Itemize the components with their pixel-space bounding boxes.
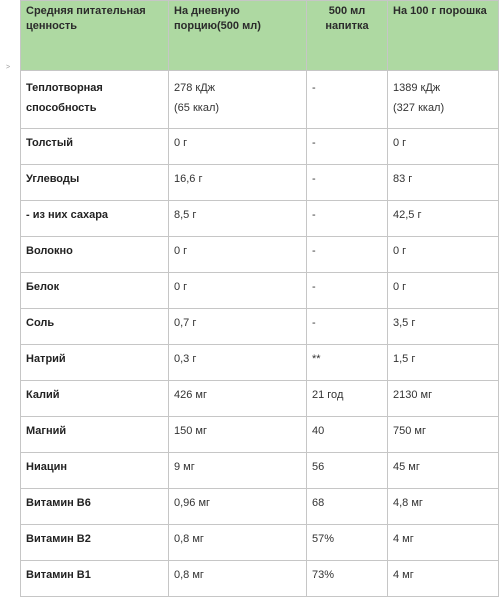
table-row: [21, 345, 499, 381]
nutrient-name: [21, 561, 169, 597]
powder-100g-value: [388, 237, 499, 273]
powder-100g-value: [388, 525, 499, 561]
daily-portion-value: [169, 561, 307, 597]
powder-100g-value-text: 3,5 г: [393, 317, 416, 329]
table-row: [21, 201, 499, 237]
nutrient-name: [21, 237, 169, 273]
header-row: [21, 1, 499, 71]
daily-portion-value: [169, 453, 307, 489]
daily-portion-value-text: 0 г: [174, 245, 188, 257]
powder-100g-value-text: (327 ккал): [393, 102, 445, 114]
table-row: [21, 237, 499, 273]
powder-100g-value: [388, 561, 499, 597]
nutrient-name-text: Витамин B2: [26, 533, 91, 545]
table-row: [21, 273, 499, 309]
daily-portion-value: [169, 489, 307, 525]
nutrient-name-text: Ниацин: [26, 461, 67, 473]
header-500ml-drink: 500 мл напитка: [307, 1, 388, 71]
nutrient-name-text: Витамин B1: [26, 569, 91, 581]
nutrition-table: [20, 0, 499, 597]
drink-500ml-value: [307, 71, 388, 129]
header-nutritional-value: Средняя питательная ценность: [21, 1, 169, 71]
drink-500ml-value-text: -: [312, 82, 316, 94]
powder-100g-value-text: 4 мг: [393, 569, 414, 581]
table-row: [21, 129, 499, 165]
table-row: [21, 489, 499, 525]
daily-portion-value-text: 278 кДж: [174, 82, 216, 94]
powder-100g-value: [388, 417, 499, 453]
nutrient-name-text: Калий: [26, 389, 60, 401]
daily-portion-value: [169, 201, 307, 237]
nutrient-name: [21, 129, 169, 165]
table-row: [21, 453, 499, 489]
table-row: [21, 525, 499, 561]
drink-500ml-value-text: -: [312, 173, 316, 185]
drink-500ml-value-text: -: [312, 137, 316, 149]
daily-portion-value: [169, 417, 307, 453]
daily-portion-value: [169, 71, 307, 129]
drink-500ml-value: [307, 381, 388, 417]
powder-100g-value: [388, 165, 499, 201]
daily-portion-value-text: 0,7 г: [174, 317, 197, 329]
daily-portion-value-text: 16,6 г: [174, 173, 203, 185]
header-daily-portion: На дневную порцию(500 мл): [169, 1, 307, 71]
nutrient-name: [21, 165, 169, 201]
nutrient-name: [21, 489, 169, 525]
drink-500ml-value-text: **: [312, 353, 321, 365]
nutrient-name-text: Натрий: [26, 353, 66, 365]
header-100g-powder: На 100 г порошка: [388, 1, 499, 71]
nutrient-name-text: Витамин B6: [26, 497, 91, 509]
drink-500ml-value-text: 40: [312, 425, 325, 437]
table-row: [21, 71, 499, 129]
powder-100g-value-text: 0 г: [393, 137, 407, 149]
daily-portion-value-text: 0,3 г: [174, 353, 197, 365]
drink-500ml-value-text: 21 год: [312, 389, 344, 401]
drink-500ml-value: [307, 489, 388, 525]
drink-500ml-value-text: -: [312, 317, 316, 329]
nutrient-name-text: - из них сахара: [26, 209, 109, 221]
daily-portion-value-text: (65 ккал): [174, 102, 220, 114]
powder-100g-value-text: 45 мг: [393, 461, 420, 473]
daily-portion-value-text: 426 мг: [174, 389, 207, 401]
table-row: [21, 381, 499, 417]
table-row: [21, 165, 499, 201]
table-header: [21, 1, 499, 71]
drink-500ml-value-text: -: [312, 281, 316, 293]
daily-portion-value-text: 0,8 мг: [174, 569, 204, 581]
drink-500ml-value: [307, 165, 388, 201]
drink-500ml-value: [307, 237, 388, 273]
drink-500ml-value-text: 73%: [312, 569, 335, 581]
powder-100g-value: [388, 129, 499, 165]
daily-portion-value: [169, 273, 307, 309]
nutrient-name-text: Теплотворная способность: [26, 82, 103, 114]
powder-100g-value: [388, 273, 499, 309]
nutrient-name: [21, 345, 169, 381]
nutrient-name: [21, 71, 169, 129]
daily-portion-value-text: 8,5 г: [174, 209, 197, 221]
powder-100g-value: [388, 309, 499, 345]
powder-100g-value: [388, 381, 499, 417]
powder-100g-value: [388, 201, 499, 237]
powder-100g-value-text: 4 мг: [393, 533, 414, 545]
daily-portion-value-text: 150 мг: [174, 425, 207, 437]
drink-500ml-value: [307, 453, 388, 489]
daily-portion-value-text: 0 г: [174, 137, 188, 149]
drink-500ml-value: [307, 129, 388, 165]
powder-100g-value: [388, 453, 499, 489]
daily-portion-value: [169, 309, 307, 345]
powder-100g-value-text: 0 г: [393, 245, 407, 257]
drink-500ml-value: [307, 561, 388, 597]
drink-500ml-value-text: 57%: [312, 533, 335, 545]
powder-100g-value: [388, 345, 499, 381]
drink-500ml-value-text: 56: [312, 461, 325, 473]
powder-100g-value-text: 1,5 г: [393, 353, 416, 365]
nutrient-name-text: Толстый: [26, 137, 73, 149]
daily-portion-value: [169, 165, 307, 201]
powder-100g-value: [388, 71, 499, 129]
nutrient-name: [21, 381, 169, 417]
nutrient-name: [21, 309, 169, 345]
drink-500ml-value: [307, 273, 388, 309]
powder-100g-value-text: 1389 кДж: [393, 82, 441, 94]
nutrient-name-text: Соль: [26, 317, 55, 329]
powder-100g-value-text: 2130 мг: [393, 389, 433, 401]
powder-100g-value: [388, 489, 499, 525]
row-marker: >: [6, 64, 11, 71]
powder-100g-value-text: 83 г: [393, 173, 413, 185]
drink-500ml-value: [307, 201, 388, 237]
nutrient-name-text: Магний: [26, 425, 67, 437]
drink-500ml-value-text: -: [312, 209, 316, 221]
nutrient-name: [21, 273, 169, 309]
daily-portion-value-text: 0,8 мг: [174, 533, 204, 545]
drink-500ml-value-text: -: [312, 245, 316, 257]
powder-100g-value-text: 42,5 г: [393, 209, 422, 221]
daily-portion-value: [169, 237, 307, 273]
drink-500ml-value: [307, 345, 388, 381]
powder-100g-value-text: 4,8 мг: [393, 497, 423, 509]
powder-100g-value-text: 750 мг: [393, 425, 426, 437]
powder-100g-value-text: 0 г: [393, 281, 407, 293]
nutrient-name: [21, 525, 169, 561]
daily-portion-value-text: 9 мг: [174, 461, 195, 473]
table-body: [21, 71, 499, 597]
nutrient-name-text: Белок: [26, 281, 60, 293]
table-row: [21, 309, 499, 345]
table-row: [21, 561, 499, 597]
drink-500ml-value: [307, 309, 388, 345]
daily-portion-value: [169, 129, 307, 165]
daily-portion-value-text: 0 г: [174, 281, 188, 293]
nutrient-name-text: Волокно: [26, 245, 73, 257]
nutrient-name-text: Углеводы: [26, 173, 80, 185]
table-row: [21, 417, 499, 453]
daily-portion-value: [169, 345, 307, 381]
nutrient-name: [21, 201, 169, 237]
drink-500ml-value: [307, 417, 388, 453]
nutrient-name: [21, 453, 169, 489]
nutrient-name: [21, 417, 169, 453]
drink-500ml-value-text: 68: [312, 497, 325, 509]
drink-500ml-value: [307, 525, 388, 561]
daily-portion-value-text: 0,96 мг: [174, 497, 211, 509]
daily-portion-value: [169, 381, 307, 417]
daily-portion-value: [169, 525, 307, 561]
